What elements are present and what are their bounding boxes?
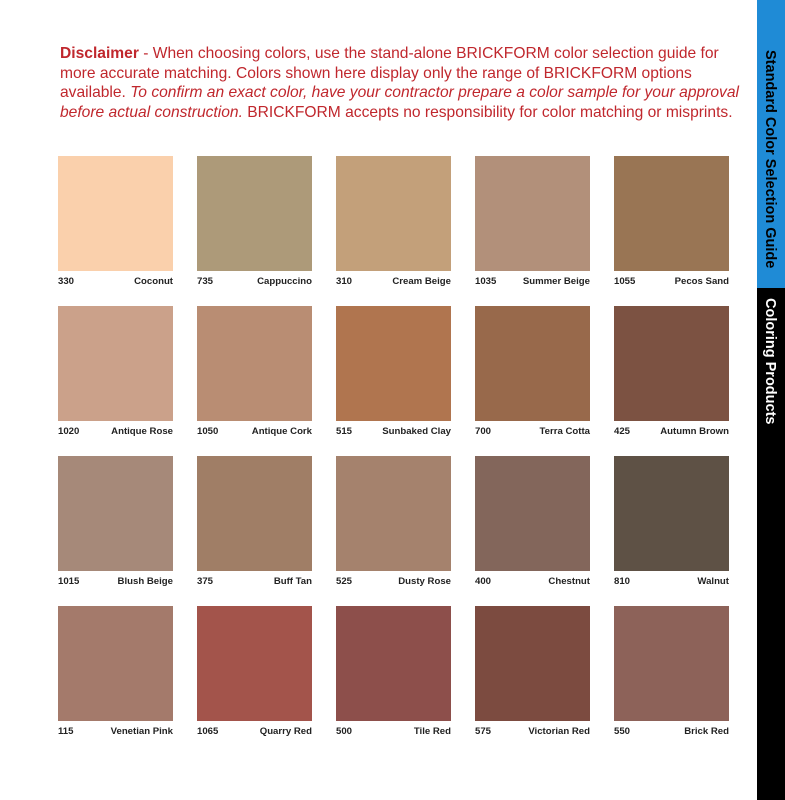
color-chip bbox=[58, 306, 173, 421]
color-swatch bbox=[336, 306, 451, 456]
color-code: 115 bbox=[58, 726, 74, 737]
color-chip bbox=[614, 306, 729, 421]
color-code: 1065 bbox=[197, 726, 219, 737]
color-code: 500 bbox=[336, 726, 353, 737]
color-chip bbox=[614, 456, 729, 571]
color-code: 310 bbox=[336, 276, 353, 287]
color-swatch bbox=[336, 156, 451, 306]
swatch-caption bbox=[336, 426, 451, 437]
color-chip bbox=[197, 606, 312, 721]
color-swatch bbox=[614, 156, 729, 306]
swatch-caption bbox=[614, 426, 729, 437]
swatch-caption bbox=[58, 276, 173, 287]
color-name: Terra Cotta bbox=[539, 426, 590, 437]
color-chip bbox=[336, 606, 451, 721]
color-chip bbox=[336, 306, 451, 421]
color-name: Venetian Pink bbox=[110, 726, 173, 737]
color-chip bbox=[475, 306, 590, 421]
color-code: 515 bbox=[336, 426, 353, 437]
color-code: 1020 bbox=[58, 426, 80, 437]
disclaimer-text: - When choosing colors, use the stand-alone BRICKFORM color selection guide for more accurate matching. Colors shown here display only the range of BRICKFORM options available. bbox=[60, 45, 719, 101]
color-chip bbox=[197, 156, 312, 271]
swatch-caption bbox=[614, 726, 729, 737]
swatch-caption bbox=[475, 726, 590, 737]
swatch-caption bbox=[336, 276, 451, 287]
color-chip bbox=[58, 606, 173, 721]
disclaimer-italic-text: To confirm an exact color, have your contractor prepare a color sample for your approval before actual construction. bbox=[60, 84, 739, 121]
color-chip bbox=[475, 606, 590, 721]
color-name: Pecos Sand bbox=[674, 276, 729, 287]
disclaimer-text-end: BRICKFORM accepts no responsibility for color matching or misprints. bbox=[242, 103, 733, 121]
swatch-caption bbox=[614, 576, 729, 587]
color-name: Coconut bbox=[134, 276, 173, 287]
color-swatch bbox=[197, 606, 312, 756]
color-swatch bbox=[614, 306, 729, 456]
swatch-caption bbox=[58, 426, 173, 437]
color-swatch bbox=[614, 456, 729, 606]
color-name: Blush Beige bbox=[117, 576, 173, 587]
color-swatch bbox=[475, 156, 590, 306]
color-name: Quarry Red bbox=[259, 726, 312, 737]
disclaimer-heading: Disclaimer bbox=[60, 45, 139, 62]
color-chip bbox=[336, 156, 451, 271]
color-swatch bbox=[336, 606, 451, 756]
swatch-caption bbox=[475, 576, 590, 587]
color-name: Chestnut bbox=[548, 576, 590, 587]
color-code: 810 bbox=[614, 576, 631, 587]
swatch-caption bbox=[475, 276, 590, 287]
color-swatch bbox=[58, 306, 173, 456]
swatch-caption bbox=[614, 276, 729, 287]
color-code: 550 bbox=[614, 726, 631, 737]
color-swatch bbox=[197, 306, 312, 456]
swatch-caption bbox=[197, 576, 312, 587]
color-name: Buff Tan bbox=[273, 576, 312, 587]
swatch-caption bbox=[336, 726, 451, 737]
swatch-caption bbox=[336, 576, 451, 587]
sidebar-section-label: Coloring Products bbox=[762, 298, 778, 425]
color-code: 375 bbox=[197, 576, 214, 587]
swatch-caption bbox=[197, 726, 312, 737]
color-name: Sunbaked Clay bbox=[382, 426, 451, 437]
color-swatch bbox=[614, 606, 729, 756]
color-name: Tile Red bbox=[413, 726, 451, 737]
color-name: Antique Cork bbox=[251, 426, 312, 437]
color-chip bbox=[614, 156, 729, 271]
color-name: Cappuccino bbox=[257, 276, 312, 287]
color-code: 330 bbox=[58, 276, 75, 287]
color-name: Victorian Red bbox=[528, 726, 590, 737]
color-name: Brick Red bbox=[684, 726, 729, 737]
color-code: 1055 bbox=[614, 276, 636, 287]
color-chip bbox=[58, 156, 173, 271]
color-code: 1050 bbox=[197, 426, 219, 437]
color-swatch bbox=[58, 156, 173, 306]
color-swatch-grid bbox=[58, 156, 729, 756]
color-swatch bbox=[197, 156, 312, 306]
sidebar-title: Standard Color Selection Guide bbox=[762, 50, 778, 269]
disclaimer-paragraph bbox=[60, 44, 740, 122]
color-swatch bbox=[58, 606, 173, 756]
color-code: 425 bbox=[614, 426, 631, 437]
color-code: 400 bbox=[475, 576, 492, 587]
color-swatch bbox=[475, 306, 590, 456]
swatch-caption bbox=[197, 426, 312, 437]
color-chip bbox=[614, 606, 729, 721]
color-name: Autumn Brown bbox=[660, 426, 729, 437]
color-swatch bbox=[197, 456, 312, 606]
color-code: 525 bbox=[336, 576, 353, 587]
color-code: 575 bbox=[475, 726, 492, 737]
color-name: Antique Rose bbox=[111, 426, 173, 437]
color-swatch bbox=[475, 606, 590, 756]
color-name: Walnut bbox=[697, 576, 729, 587]
color-code: 735 bbox=[197, 276, 214, 287]
swatch-caption bbox=[58, 576, 173, 587]
color-chip bbox=[475, 456, 590, 571]
color-name: Cream Beige bbox=[392, 276, 451, 287]
color-chip bbox=[475, 156, 590, 271]
color-chip bbox=[58, 456, 173, 571]
swatch-caption bbox=[475, 426, 590, 437]
color-chip bbox=[197, 456, 312, 571]
swatch-caption bbox=[58, 726, 173, 737]
color-swatch bbox=[336, 456, 451, 606]
swatch-caption bbox=[197, 276, 312, 287]
section-sidebar bbox=[757, 0, 785, 800]
color-code: 1015 bbox=[58, 576, 80, 587]
color-code: 700 bbox=[475, 426, 492, 437]
color-name: Dusty Rose bbox=[398, 576, 451, 587]
color-chip bbox=[197, 306, 312, 421]
color-name: Summer Beige bbox=[522, 276, 590, 287]
color-code: 1035 bbox=[475, 276, 497, 287]
color-swatch bbox=[475, 456, 590, 606]
color-swatch bbox=[58, 456, 173, 606]
color-chip bbox=[336, 456, 451, 571]
